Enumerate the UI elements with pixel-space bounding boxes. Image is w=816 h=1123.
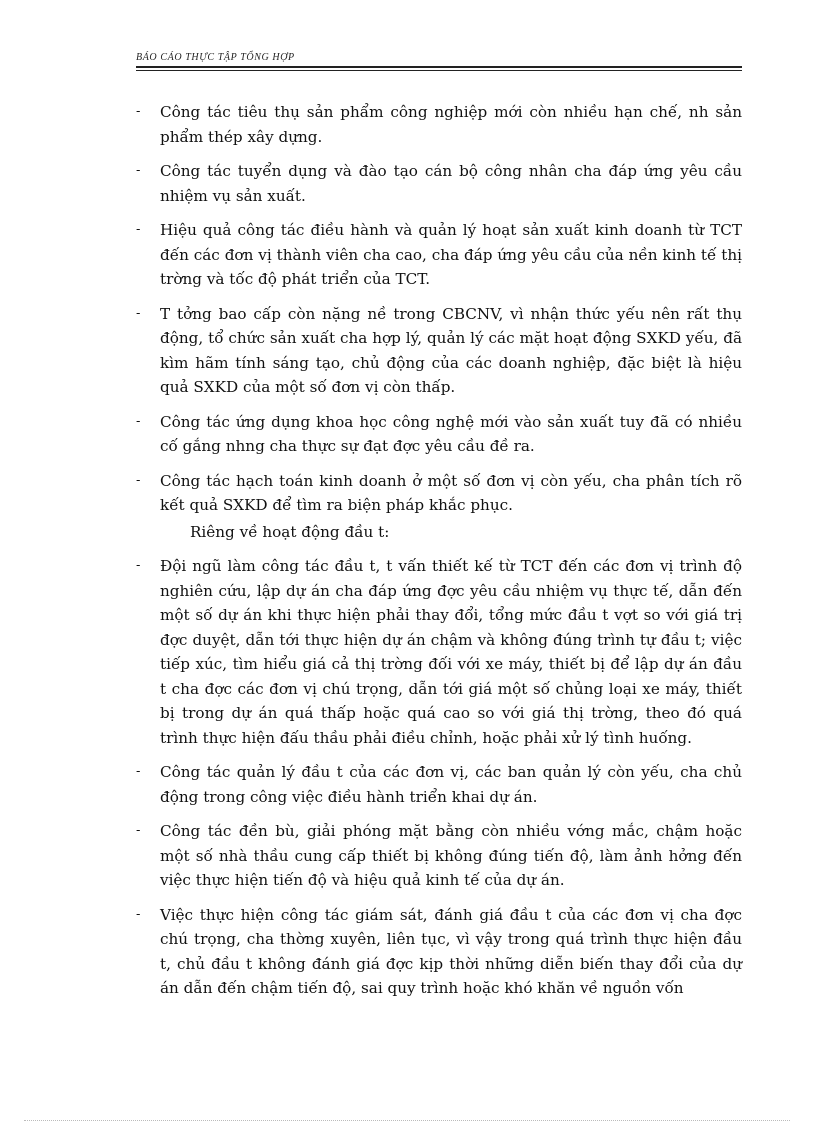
bullet-dash: - <box>136 413 141 429</box>
bullet-dash: - <box>136 163 141 178</box>
list-item <box>136 100 742 149</box>
header-rule-thick <box>136 66 742 68</box>
list-item <box>136 410 742 459</box>
list-item <box>136 819 742 893</box>
list-item <box>136 760 742 809</box>
item-text: T tởng bao cấp còn nặng nề trong CBCNV, vì nhận thức yếu nên rất thụ động, tổ chức sản xuất cha hợp lý, quản lý các mặt hoạt động SXKD yếu, đã kìm hãm tính sáng tạo, chủ động của các doanh nghiệp, đặc biệt là hiệu quả SXKD của một số đơn vị còn thấp. <box>160 304 742 396</box>
bullet-dash: - <box>136 906 141 922</box>
page-header <box>136 52 742 71</box>
header-rule-thin <box>136 70 742 71</box>
item-text: Công tác tuyển dụng và đào tạo cán bộ công nhân cha đáp ứng yêu cầu nhiệm vụ sản xuất. <box>160 162 742 205</box>
document-body <box>136 100 742 1011</box>
bullet-dash: - <box>136 558 141 573</box>
item-text: Việc thực hiện công tác giám sát, đánh giá đầu t của các đơn vị cha đợc chú trọng, cha thờng xuyên, liên tục, vì vậy trong quá trình thực hiện đầu t, chủ đầu t không đánh giá đợc kịp thời những diễn biến thay đổi của dự án dẫn đến chậm tiến độ, sai quy trình hoặc khó khăn về nguồn vốn <box>160 905 742 997</box>
bullet-dash: - <box>136 823 141 838</box>
bullet-dash: - <box>136 472 141 488</box>
bullet-dash: - <box>136 222 141 237</box>
item-text: Đội ngũ làm công tác đầu t, t vấn thiết kế từ TCT đến các đơn vị trình độ nghiên cứu, lập dự án cha đáp ứng đợc yêu cầu nhiệm vụ thực tế, dẫn đến một số dự án khi thực hiện phải thay đổi, tổng mức đầu t vợt so với giá trị đợc duyệt, dẫn tới thực hiện dự án chậm và không đúng trình tự đầu t; việc tiếp xúc, tìm hiểu giá cả thị trờng đối với xe máy, thiết bị để lập dự án đầu t cha đợc các đơn vị chú trọng, dẫn tới giá một số chủng loại xe máy, thiết bị trong dự án quá thấp hoặc quá cao so với giá thị trờng, theo đó quá trình thực hiện đấu thầu phải điều chỉnh, hoặc phải xử lý tình huống. <box>160 557 742 747</box>
section-intro: Riêng về hoạt động đầu t: <box>190 522 390 541</box>
list-item <box>136 159 742 208</box>
item-text: Công tác đền bù, giải phóng mặt bằng còn nhiều vớng mắc, chậm hoặc một số nhà thầu cung cấp thiết bị không đúng tiến độ, làm ảnh hởng đến việc thực hiện tiến độ và hiệu quả kinh tế của dự án. <box>160 822 742 889</box>
list-item <box>136 218 742 292</box>
list-item <box>136 469 742 518</box>
item-text: Công tác quản lý đầu t của các đơn vị, các ban quản lý còn yếu, cha chủ động trong công việc điều hành triển khai dự án. <box>160 763 742 806</box>
page-bottom-border <box>24 1120 790 1121</box>
item-text: Công tác tiêu thụ sản phẩm công nghiệp mới còn nhiều hạn chế, nh sản phẩm thép xây dựng. <box>160 103 742 146</box>
list-item <box>136 903 742 1001</box>
list-item <box>136 554 742 750</box>
header-title: BÁO CÁO THỰC TẬP TỔNG HỢP <box>136 52 295 63</box>
bullet-dash: - <box>136 764 141 779</box>
list-item <box>136 302 742 400</box>
item-text: Hiệu quả công tác điều hành và quản lý hoạt sản xuất kinh doanh từ TCT đến các đơn vị thành viên cha cao, cha đáp ứng yêu cầu của nền kinh tế thị trờng và tốc độ phát triển của TCT. <box>160 221 742 288</box>
bullet-dash: - <box>136 104 141 119</box>
bullet-dash: - <box>136 305 141 321</box>
item-text: Công tác hạch toán kinh doanh ở một số đơn vị còn yếu, cha phân tích rõ kết quả SXKD để tìm ra biện pháp khắc phục. <box>160 471 742 514</box>
item-text: Công tác ứng dụng khoa học công nghệ mới vào sản xuất tuy đã có nhiều cố gắng nhng cha thực sự đạt đợc yêu cầu đề ra. <box>160 412 742 455</box>
